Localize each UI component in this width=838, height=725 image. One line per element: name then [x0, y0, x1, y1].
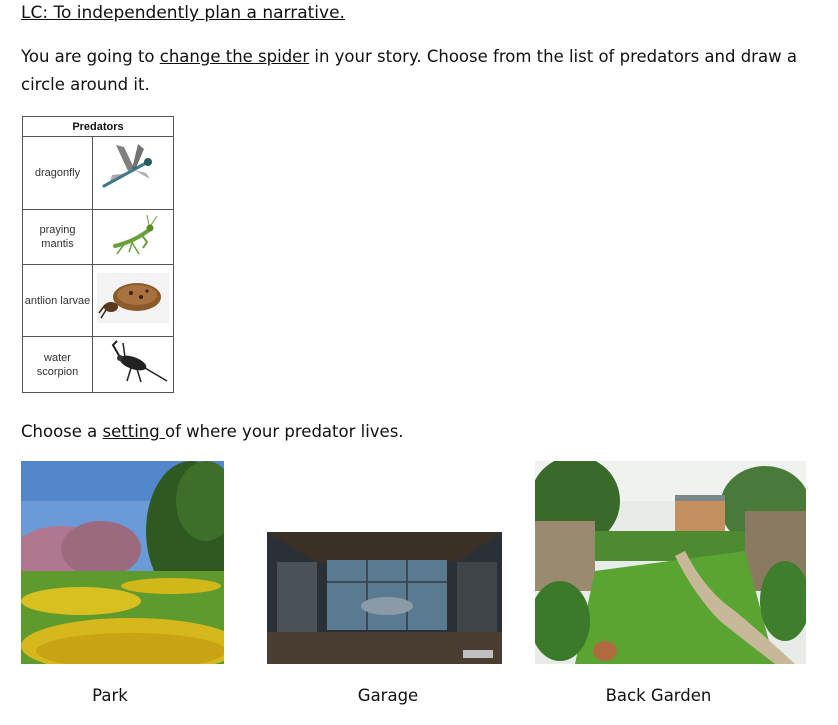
- instruction-underline: change the spider: [159, 47, 310, 66]
- garage-photo: [267, 532, 502, 664]
- predator-name: water scorpion: [23, 337, 93, 393]
- table-row: [23, 210, 174, 265]
- park-photo: [21, 461, 224, 664]
- water-scorpion-image: [93, 337, 174, 393]
- predator-name: praying mantis: [23, 210, 93, 265]
- antlion-larvae-image: [93, 265, 174, 337]
- predator-name: antlion larvae: [23, 265, 93, 337]
- table-row: [23, 137, 174, 210]
- back-garden-photo: [535, 461, 806, 664]
- predators-table: [22, 116, 174, 393]
- praying-mantis-image: [93, 210, 174, 265]
- lesson-title: LC: To independently plan a narrative.: [21, 3, 345, 23]
- setting-instruction: Choose a setting of where your predator lives.: [21, 422, 404, 441]
- setting-underline: setting: [102, 422, 165, 441]
- instruction-text: You are going to change the spider in your story. Choose from the list of predators and draw a circle around it.: [21, 47, 797, 94]
- dragonfly-image: [93, 137, 174, 210]
- caption-garage: Garage: [357, 686, 419, 705]
- caption-park: Park: [92, 686, 128, 705]
- table-row: [23, 337, 174, 393]
- predator-name: dragonfly: [23, 137, 93, 210]
- predators-header: Predators: [23, 117, 174, 137]
- caption-back-garden: Back Garden: [605, 686, 712, 705]
- table-row: [23, 265, 174, 337]
